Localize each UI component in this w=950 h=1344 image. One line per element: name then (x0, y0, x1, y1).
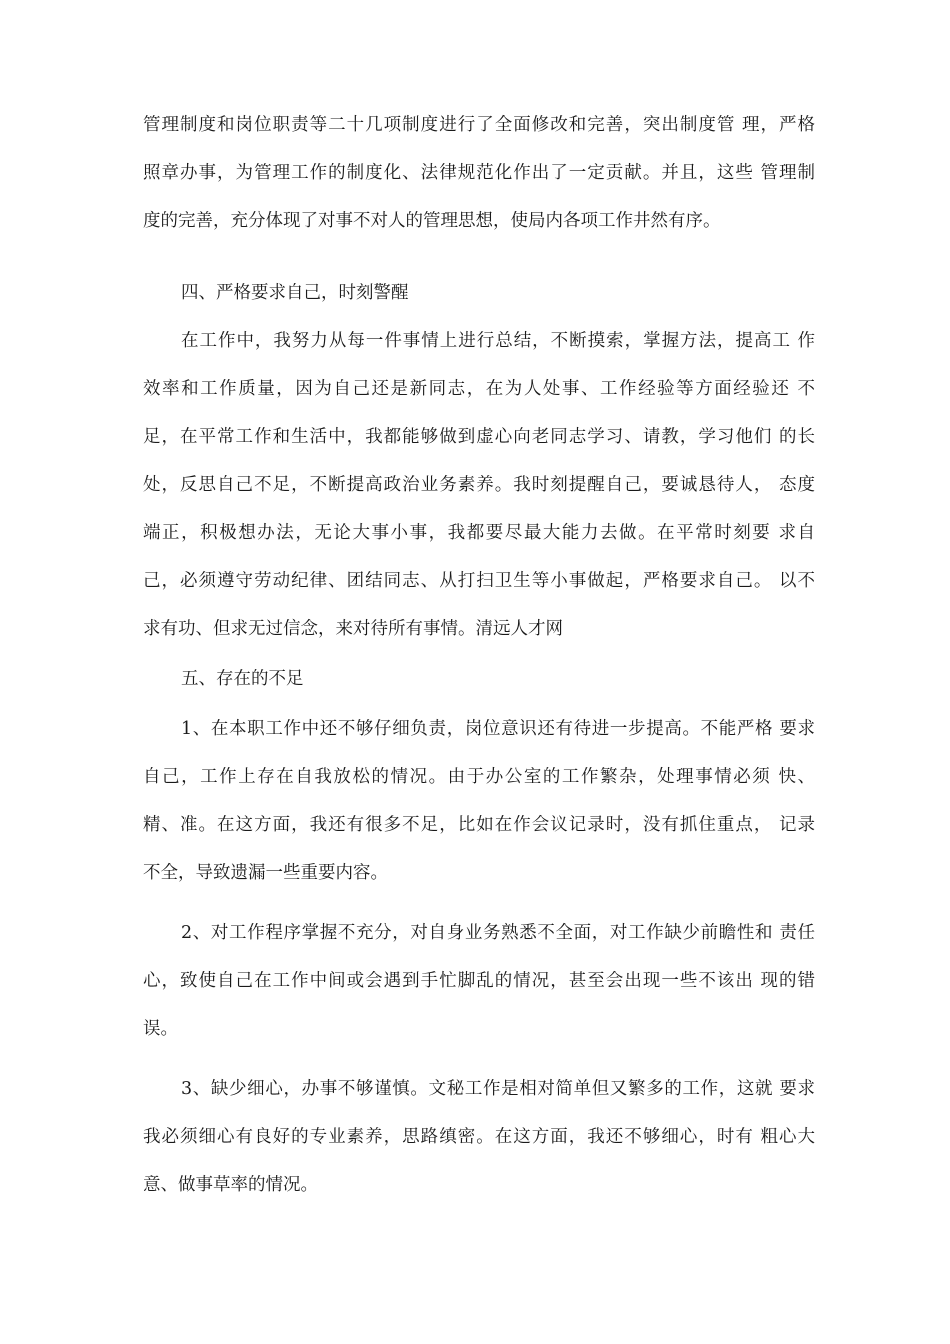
paragraph-line: 处，反思自己不足，不断提高政治业务素养。我时刻提醒自己，要诚恳待人， 态度 (143, 475, 815, 495)
paragraph-line: 在工作中，我努力从每一件事情上进行总结，不断摸索，掌握方法，提高工 作 (181, 331, 815, 351)
paragraph-line: 1、在本职工作中还不够仔细负责，岗位意识还有待进一步提高。不能严格 要求 (181, 719, 815, 739)
paragraph-line: 照章办事，为管理工作的制度化、法律规范化作出了一定贡献。并且，这些 管理制 (143, 163, 815, 183)
section-heading: 四、严格要求自己，时刻警醒 (181, 283, 409, 303)
paragraph-line: 度的完善，充分体现了对事不对人的管理思想，使局内各项工作井然有序。 (143, 211, 721, 231)
section-heading: 五、存在的不足 (181, 669, 304, 689)
paragraph-line: 管理制度和岗位职责等二十几项制度进行了全面修改和完善，突出制度管 理，严格 (143, 115, 815, 135)
paragraph-line: 己，必须遵守劳动纪律、团结同志、从打扫卫生等小事做起，严格要求自己。 以不 (143, 571, 815, 591)
paragraph-line: 不全，导致遗漏一些重要内容。 (143, 863, 388, 883)
paragraph-line: 我必须细心有良好的专业素养，思路缜密。在这方面，我还不够细心，时有 粗心大 (143, 1127, 815, 1147)
paragraph-line: 误。 (143, 1019, 178, 1039)
paragraph-line: 2、对工作程序掌握不充分，对自身业务熟悉不全面，对工作缺少前瞻性和 责任 (181, 923, 815, 943)
paragraph-line: 意、做事草率的情况。 (143, 1175, 318, 1195)
paragraph-line: 求有功、但求无过信念，来对待所有事情。清远人才网 (143, 619, 563, 639)
paragraph-line: 端正，积极想办法，无论大事小事，我都要尽最大能力去做。在平常时刻要 求自 (143, 523, 815, 543)
paragraph-line: 精、准。在这方面，我还有很多不足，比如在作会议记录时，没有抓住重点， 记录 (143, 815, 815, 835)
paragraph-line: 心，致使自己在工作中间或会遇到手忙脚乱的情况，甚至会出现一些不该出 现的错 (143, 971, 815, 991)
paragraph-line: 足，在平常工作和生活中，我都能够做到虚心向老同志学习、请教，学习他们 的长 (143, 427, 815, 447)
paragraph-line: 自己，工作上存在自我放松的情况。由于办公室的工作繁杂，处理事情必须 快、 (143, 767, 815, 787)
paragraph-line: 效率和工作质量，因为自己还是新同志，在为人处事、工作经验等方面经验还 不 (143, 379, 815, 399)
paragraph-line: 3、缺少细心，办事不够谨慎。文秘工作是相对简单但又繁多的工作，这就 要求 (181, 1079, 815, 1099)
